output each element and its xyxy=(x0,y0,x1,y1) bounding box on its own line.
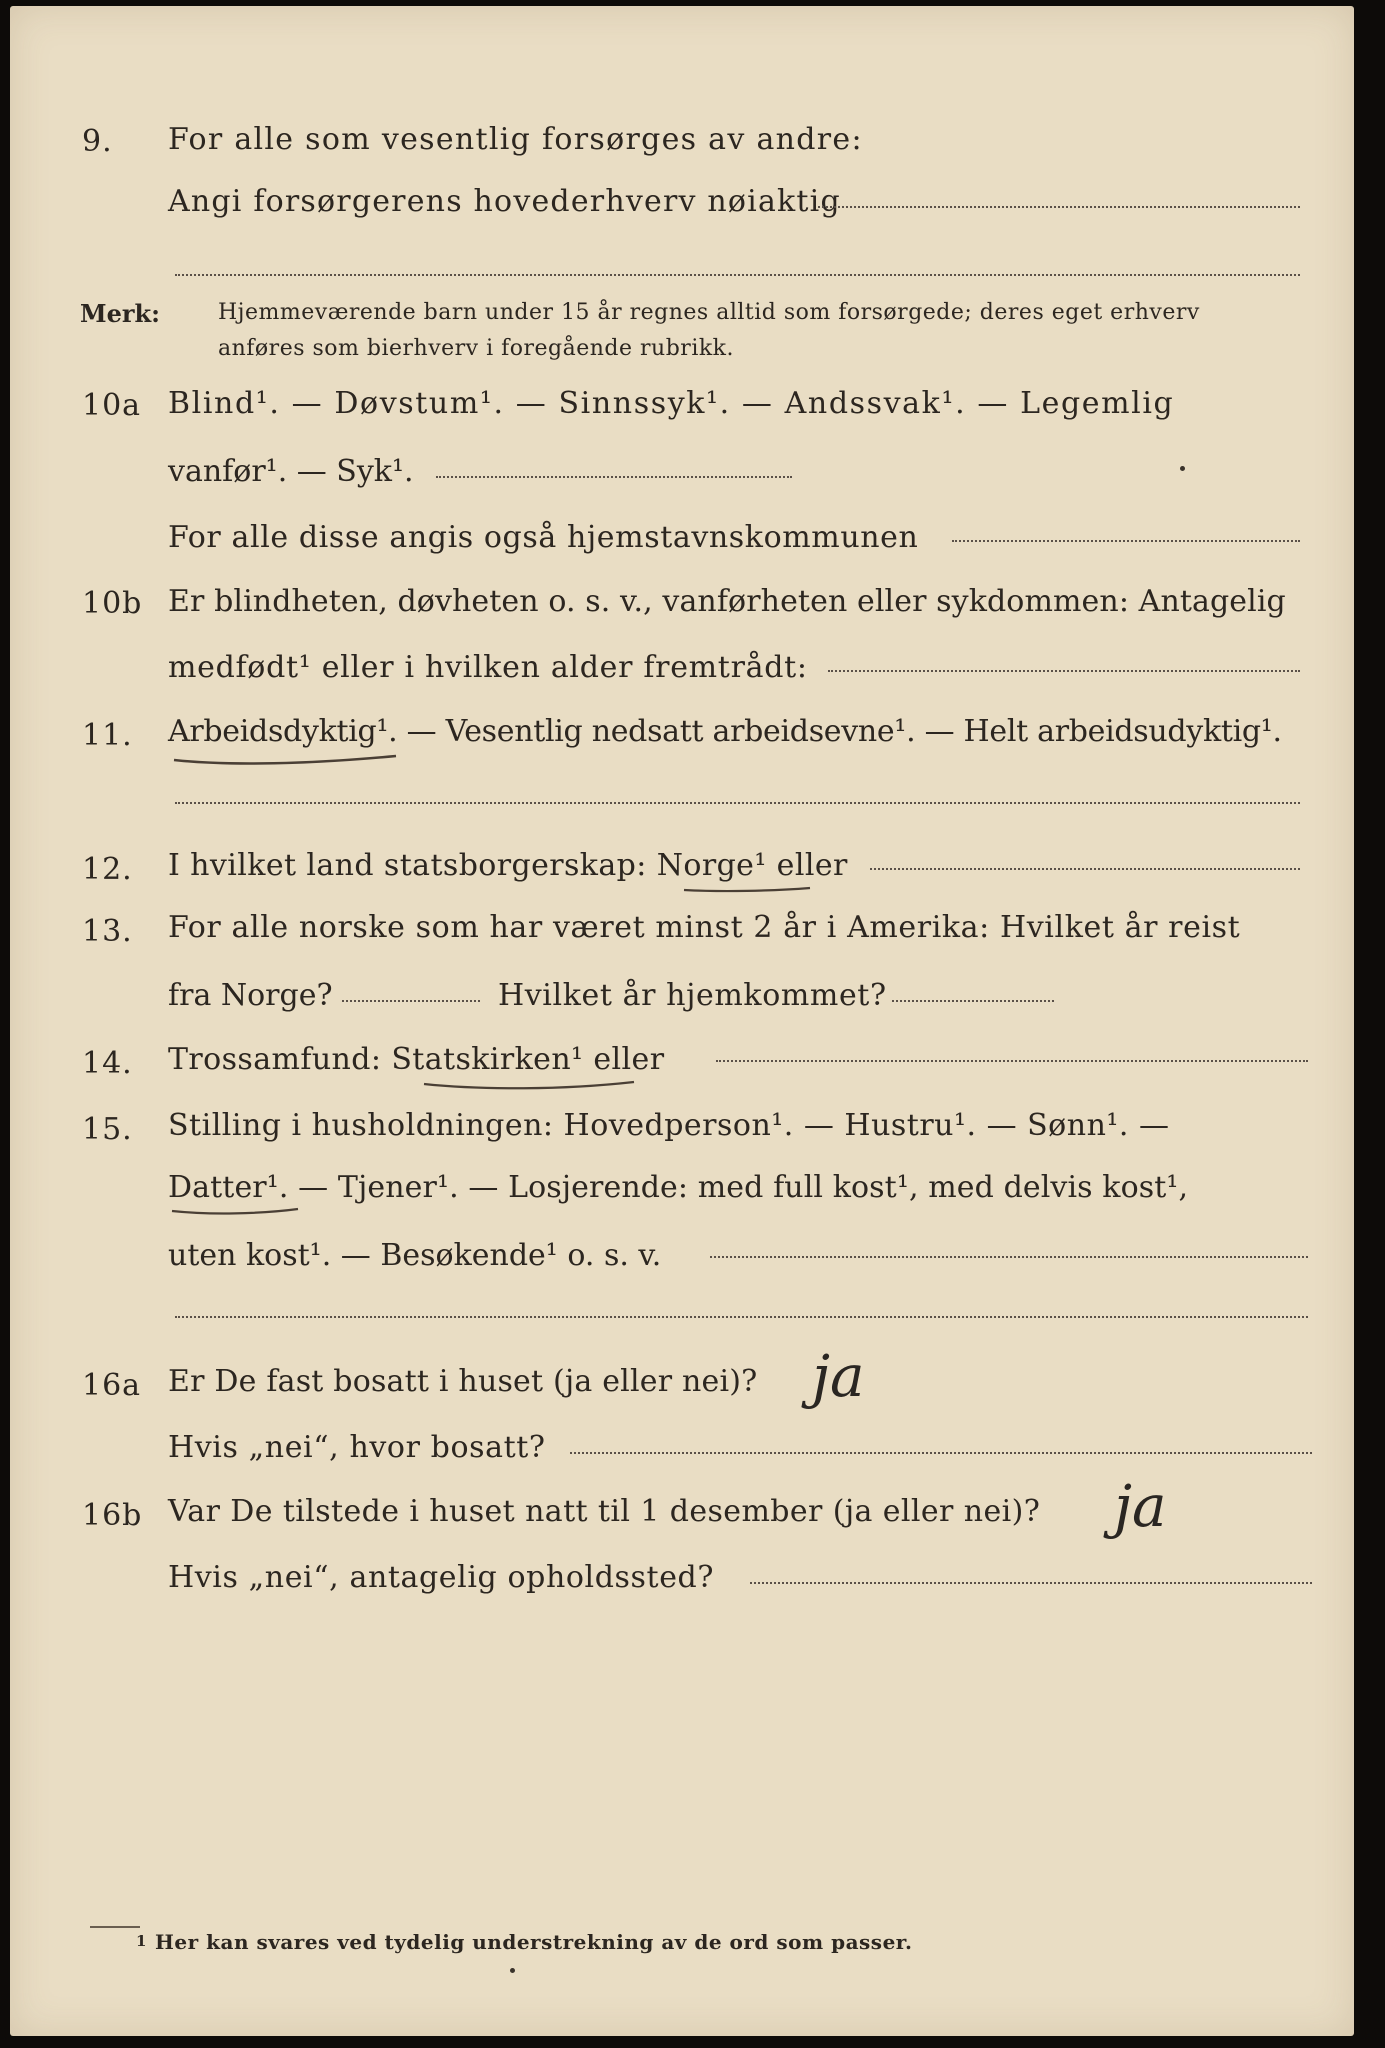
q13-number: 13. xyxy=(82,914,133,949)
q10b-line1: Er blindheten, døvheten o. s. v., vanførheten eller sykdommen: Antagelig xyxy=(168,584,1286,619)
q14-number: 14. xyxy=(82,1046,133,1081)
q16a-line2: Hvis „nei“, hvor bosatt? xyxy=(168,1430,546,1465)
ink-speck xyxy=(1180,466,1185,471)
handwritten-underline-arbeidsdyktig xyxy=(170,750,400,768)
q14-line1: Trossamfund: Statskirken¹ eller xyxy=(168,1042,665,1077)
q16b-handwritten-answer: ja xyxy=(1114,1472,1167,1540)
q9-line2: Angi forsørgerens hovederhverv nøiaktig xyxy=(168,184,841,219)
merk-line1: Hjemmeværende barn under 15 år regnes alltid som forsørgede; deres eget erhverv xyxy=(218,300,1200,325)
footnote-rule xyxy=(90,1926,140,1928)
footnote-text: Her kan svares ved tydelig understrekning av de ord som passer. xyxy=(155,1930,913,1954)
q15-answer-line xyxy=(710,1256,1308,1258)
q16a-number: 16a xyxy=(82,1368,142,1403)
q10a-line3: For alle disse angis også hjemstavnskommunen xyxy=(168,520,919,555)
q13-line2a: fra Norge? xyxy=(168,978,333,1013)
q9-answer-line-2 xyxy=(175,274,1300,276)
q13-hjemkommet-line xyxy=(892,1000,1054,1002)
q9-number: 9. xyxy=(82,124,113,159)
q10b-line2: medfødt¹ eller i hvilken alder fremtrådt: xyxy=(168,650,808,685)
q10b-answer-line xyxy=(828,670,1300,672)
ink-speck-2 xyxy=(510,1968,515,1973)
q16b-number: 16b xyxy=(82,1498,143,1533)
q10b-number: 10b xyxy=(82,586,143,621)
q16a-line1: Er De fast bosatt i huset (ja eller nei)? xyxy=(168,1364,758,1399)
q10a-number: 10a xyxy=(82,388,142,423)
handwritten-underline-norge xyxy=(682,882,812,896)
q9-answer-line xyxy=(818,206,1300,208)
q16a-answer-line xyxy=(570,1452,1312,1454)
q16a-handwritten-answer: ja xyxy=(812,1342,865,1410)
census-form-page xyxy=(10,6,1354,2036)
q12-line1: I hvilket land statsborgerskap: Norge¹ eller xyxy=(168,848,848,883)
q10a-line2: vanfør¹. — Syk¹. xyxy=(168,454,414,489)
merk-label: Merk: xyxy=(80,299,160,328)
q12-answer-line xyxy=(870,868,1300,870)
q13-line2b: Hvilket år hjemkommet? xyxy=(498,978,887,1013)
q9-line1: For alle som vesentlig forsørges av andre: xyxy=(168,122,863,157)
q11-line1: Arbeidsdyktig¹. — Vesentlig nedsatt arbeidsevne¹. — Helt arbeidsudyktig¹. xyxy=(168,714,1282,749)
q15-line3: uten kost¹. — Besøkende¹ o. s. v. xyxy=(168,1238,662,1273)
q14-answer-line xyxy=(716,1060,1308,1062)
q11-number: 11. xyxy=(82,718,133,753)
handwritten-underline-statskirken xyxy=(422,1076,636,1092)
q16b-line1: Var De tilstede i huset natt til 1 desember (ja eller nei)? xyxy=(168,1494,1041,1529)
footnote-marker: 1 xyxy=(136,1932,147,1950)
q15-line2: Datter¹. — Tjener¹. — Losjerende: med full kost¹, med delvis kost¹, xyxy=(168,1170,1189,1205)
handwritten-underline-datter xyxy=(170,1204,300,1218)
q15-line1: Stilling i husholdningen: Hovedperson¹. — Hustru¹. — Sønn¹. — xyxy=(168,1108,1170,1143)
q16b-answer-line xyxy=(750,1582,1312,1584)
merk-line2: anføres som bierhverv i foregående rubrikk. xyxy=(218,336,735,361)
q16b-line2: Hvis „nei“, antagelig opholdssted? xyxy=(168,1560,715,1595)
q15-answer-line-2 xyxy=(175,1316,1308,1318)
q13-reist-line xyxy=(342,1000,480,1002)
q12-number: 12. xyxy=(82,852,133,887)
q11-answer-line xyxy=(175,802,1300,804)
q10a-line1: Blind¹. — Døvstum¹. — Sinnssyk¹. — Andssvak¹. — Legemlig xyxy=(168,386,1175,421)
q15-number: 15. xyxy=(82,1112,133,1147)
q13-line1: For alle norske som har været minst 2 år i Amerika: Hvilket år reist xyxy=(168,910,1241,945)
q10a-answer-line xyxy=(436,476,792,478)
q10a-kommune-line xyxy=(952,540,1300,542)
